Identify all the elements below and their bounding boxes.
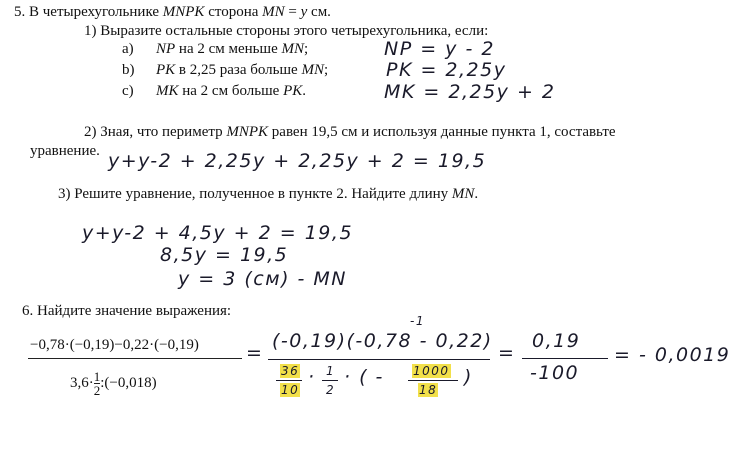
item-seg: MK: [156, 83, 179, 99]
den-half-den: 2: [93, 383, 101, 398]
expression-numerator: −0,78·(−0,19)−0,22·(−0,19): [30, 337, 199, 353]
header-eq: =: [284, 4, 301, 20]
hw-den-mid: · ( -: [344, 366, 384, 388]
hw-equals-1: =: [246, 342, 264, 364]
item-letter: b): [122, 62, 135, 78]
header-unit: см.: [307, 4, 331, 20]
item-c-answer: MK = 2,25y + 2: [384, 81, 556, 103]
expression-fraction-bar: [28, 358, 242, 359]
item-seg: NP: [156, 41, 176, 57]
den-rest: :(−0,018): [100, 375, 157, 391]
task2-text: 2) Зная, что периметр: [84, 124, 227, 140]
task2-line1: [84, 124, 616, 141]
hw-den-dot: ·: [308, 366, 316, 388]
hw-result-num: 0,19: [532, 330, 581, 352]
hw-fraction-bar: [268, 359, 490, 360]
hw-den-c-bar: [408, 380, 458, 381]
problem5-header: [14, 4, 331, 21]
hw-den-b-bar: [322, 380, 338, 381]
item-text: на 2 см меньше: [175, 41, 282, 57]
task3-text-1: 3) Решите уравнение, полученное в пункте 2. Найдите длину: [58, 186, 452, 202]
task3-mn: MN: [451, 186, 475, 202]
task2-line2: уравнение.: [30, 143, 100, 159]
header-mnpk: MNPK: [162, 4, 205, 20]
hw-exponent: -1: [410, 314, 425, 328]
item-seg: PK: [156, 62, 176, 78]
task1-text: 1) Выразите остальные стороны этого четырехугольника, если:: [84, 23, 489, 39]
item-c: [122, 83, 306, 100]
header-text-2: сторона: [204, 4, 263, 20]
hw-result-bar: [522, 358, 608, 359]
hw-den-a-den: [280, 383, 300, 397]
hw-result-den: -100: [530, 362, 580, 384]
hw-den-a-bar: [276, 380, 302, 381]
item-b-answer: PK = 2,25y: [386, 59, 507, 81]
item-a: [122, 41, 308, 58]
item-tail: .: [302, 83, 306, 99]
hw-final: = - 0,0019: [614, 344, 731, 366]
item-b: [122, 62, 328, 79]
den-half-num: 1: [93, 369, 101, 384]
task2-answer: y+y-2 + 2,25y + 2,25y + 2 = 19,5: [108, 150, 487, 172]
expression-denominator: [70, 370, 157, 397]
item-letter: a): [122, 41, 134, 57]
hw-den-a-num-text: 36: [281, 364, 300, 378]
hw-den-close: ): [464, 366, 473, 388]
hw-numerator: (-0,19)(-0,78 - 0,22): [272, 330, 493, 352]
problem6-header: 6. Найдите значение выражения:: [22, 303, 232, 319]
task2-text-2: равен 19,5 см и используя данные пункта 1, составьте: [268, 124, 616, 140]
item-letter: c): [122, 83, 134, 99]
hw-den-b-num: 1: [326, 364, 336, 378]
item-tail: ;: [323, 62, 329, 78]
task2-mnpk: MNPK: [226, 124, 269, 140]
hw-den-c-den: [418, 383, 438, 397]
hw-den-c-num: [412, 364, 451, 378]
task3-text: [58, 186, 478, 203]
item-tail: ;: [303, 41, 309, 57]
item-ref: PK: [283, 83, 303, 99]
hw-den-c-num-text: 1000: [413, 364, 450, 378]
hw-den-a-num: [280, 364, 300, 378]
task3-solution-line3: y = 3 (см) - MN: [178, 268, 348, 290]
item-text: в 2,25 раза больше: [175, 62, 302, 78]
item-text: на 2 см больше: [178, 83, 284, 99]
task3-solution-line2: 8,5y = 19,5: [160, 244, 289, 266]
hw-den-a-den-text: 10: [281, 383, 300, 397]
hw-equals-2: =: [498, 342, 516, 364]
task3-solution-line1: y+y-2 + 4,5y + 2 = 19,5: [82, 222, 354, 244]
hw-den-c-den-text: 18: [419, 383, 438, 397]
item-a-answer: NP = y - 2: [384, 38, 495, 60]
item-ref: MN: [281, 41, 304, 57]
task3-text-2: .: [474, 186, 479, 202]
header-mn: MN: [262, 4, 285, 20]
header-text: 5. В четырехугольнике: [14, 4, 163, 20]
den-whole: 3,6·: [70, 375, 94, 391]
header-y: y: [300, 4, 308, 20]
item-ref: MN: [301, 62, 324, 78]
hw-den-b-den: 2: [326, 383, 336, 397]
